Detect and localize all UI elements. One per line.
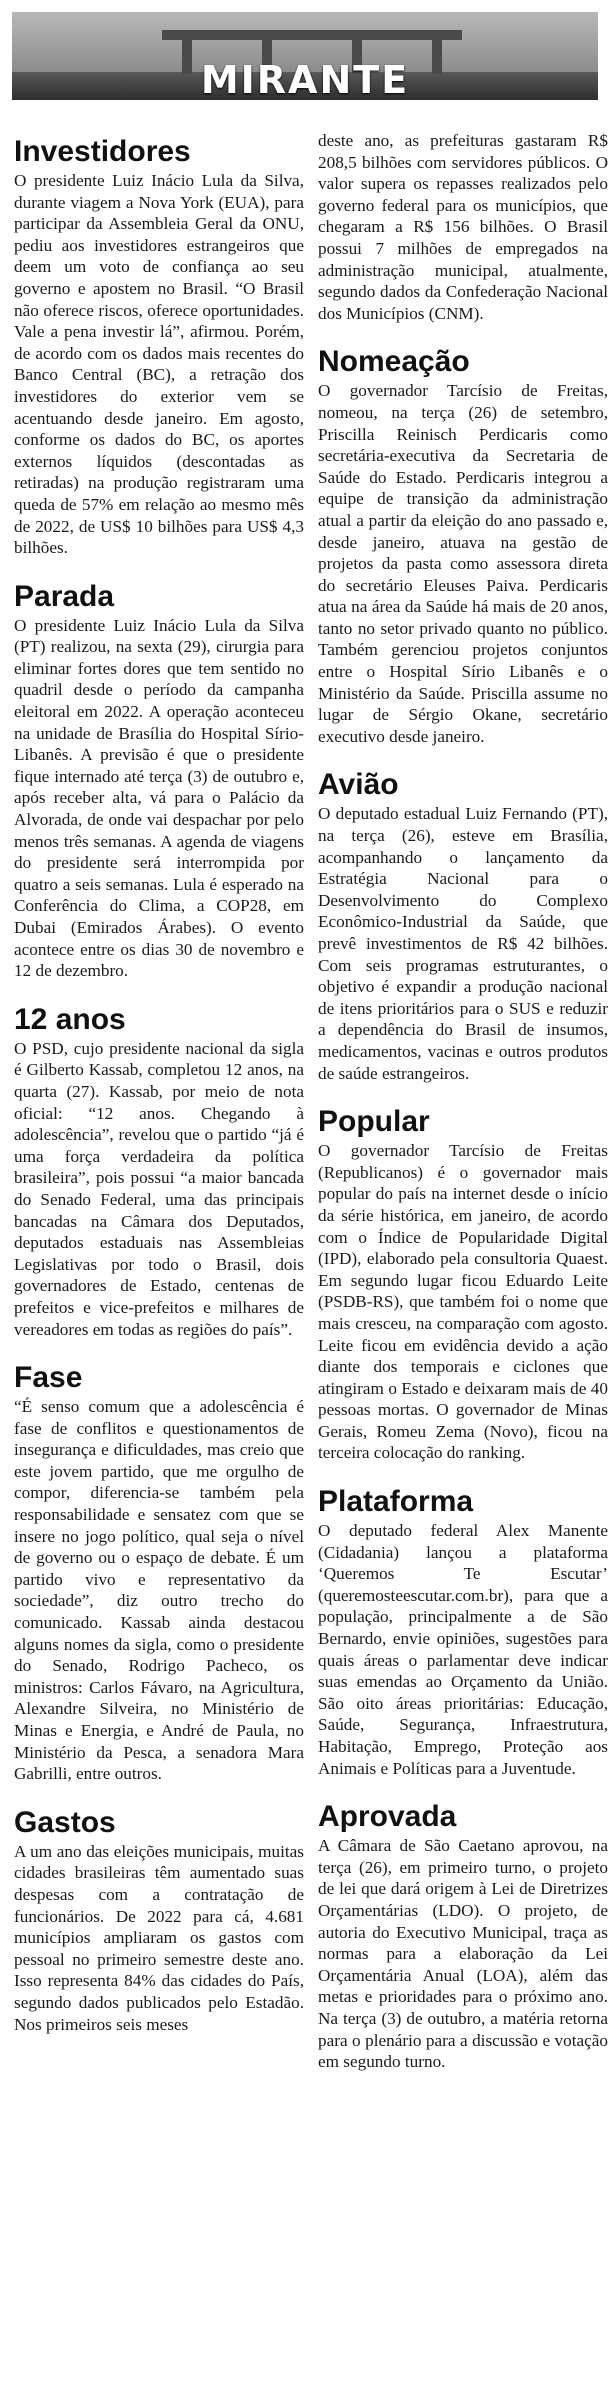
article-nomeacao — [318, 346, 608, 747]
column-title: MIRANTE — [200, 58, 410, 100]
article-investidores — [14, 136, 304, 559]
banner-building — [162, 30, 462, 40]
article-body: O governador Tarcísio de Freitas, nomeou, na terça (26) de setembro, Priscilla Reinisch Perdicaris como secretária-executiva da Secretaria de Saúde do Estado. Perdicaris integrou a equipe de transição da administração atual a partir da eleição do ano passado e, desde janeiro, atuava na gestão de projetos da pasta como assessora direta do secretário Eleuses Paiva. Perdicaris atua na área da Saúde há mais de 20 anos, tanto no setor privado quanto no público. Também gerenciou projetos conjuntos entre o Hospital Sírio Libanês e o Ministério da Saúde. Priscilla assume no lugar de Sérgio Okane, secretário executivo desde janeiro. — [318, 381, 608, 746]
article-heading: Avião — [318, 768, 399, 802]
article-body: “É senso comum que a adolescência é fase de conflitos e questionamentos de insegurança e dificuldades, mas creio que este jovem partido, que me orgulho de compor, diferencia-se também pela responsabilidade e sensatez com que se insere no jogo político, qual seja o nível de governo ou o espaço de debate. É um partido vivo e representativo da sociedade”, diz outro trecho do comunicado. Kassab ainda destacou alguns nomes da sigla, como o presidente do Senado, Rodrigo Pacheco, os ministros: Carlos Fávaro, na Agricultura, Alexandre Silveira, no Ministério de Minas e Energia, e André de Paula, no Ministério da Pesca, a senadora Mara Gabrilli, entre outros. — [14, 1397, 304, 1784]
article-gastos — [14, 1807, 304, 2035]
article-heading: Gastos — [14, 1805, 116, 1839]
article-12-anos — [14, 1004, 304, 1340]
article-aviao — [318, 769, 608, 1084]
article-heading: Plataforma — [318, 1485, 474, 1519]
article-plataforma — [318, 1486, 608, 1779]
article-body: O presidente Luiz Inácio Lula da Silva (PT) realizou, na sexta (29), cirurgia para eliminar fortes dores que tem sentido no quadril desde o período da campanha eleitoral em 2022. A operação aconteceu na unidade de Brasília do Hospital Sírio-Libanês. A previsão é que o presidente fique internado até terça (3) de outubro e, após receber alta, vá para o Palácio da Alvorada, de onde vai despachar por pelo menos três semanas. A agenda de viagens do presidente será interrompida por quatro a seis semanas. Lula é esperado na Conferência do Clima, a COP28, em Dubai (Emirados Árabes). O evento acontece entre os dias 30 de novembro e 12 de dezembro. — [14, 615, 304, 981]
article-body: O governador Tarcísio de Freitas (Republicanos) é o governador mais popular do país na internet desde o início da série histórica, em janeiro, de acordo com o Índice de Popularidade Digital (IPD), elaborado pela consultoria Quaest. Em segundo lugar ficou Eduardo Leite (PSDB-RS), que também foi o nome que mais cresceu, na comparação com agosto. Leite ficou em evidência devido a ação diante dos temporais e ciclones que atingiram o Estado e deixaram mais de 40 pessoas mortas. O governador de Minas Gerais, Romeu Zema (Novo), ficou na terceira colocação do ranking. — [318, 1141, 608, 1463]
left-column — [14, 136, 304, 2057]
article-body: A Câmara de São Caetano aprovou, na terça (26), em primeiro turno, o projeto de lei que dará origem à Lei de Diretrizes Orçamentárias (LDO). O projeto, de autoria do Executivo Municipal, traça as normas para a elaboração da Lei Orçamentária Anual (LOA), além das metas e prioridades para o próximo ano. Na terça (3) de outubro, a matéria retorna para o plenário para a discussão e votação em segundo turno. — [318, 1836, 608, 2072]
article-heading: Popular — [318, 1105, 430, 1139]
article-parada — [14, 581, 304, 982]
article-heading: Parada — [14, 579, 115, 613]
article-body: deste ano, as prefeituras gastaram R$ 208,5 bilhões com servidores públicos. O valor supera os repasses realizados pelo governo federal para os municípios, que chegaram a R$ 156 bilhões. O Brasil possui 7 milhões de empregados na administração municipal, atualmente, segundo dados da Confederação Nacional dos Municípios (CNM). — [318, 131, 608, 323]
article-heading: 12 anos — [14, 1002, 126, 1036]
article-body: O deputado federal Alex Manente (Cidadania) lançou a plataforma ‘Queremos Te Escutar’ (queremosteescutar.com.br), para que a população, principalmente a de São Bernardo, envie opiniões, sugestões para quais áreas o parlamentar deve indicar suas emendas ao Orçamento da União. São oito áreas prioritárias: Educação, Saúde, Segurança, Infraestrutura, Habitação, Emprego, Proteção aos Animais e Políticas para a Juventude. — [318, 1521, 608, 1778]
article-fase — [14, 1362, 304, 1785]
article-heading: Aprovada — [318, 1800, 457, 1834]
article-body: O PSD, cujo presidente nacional da sigla é Gilberto Kassab, completou 12 anos, na quarta (27). Kassab, por meio de nota oficial: “12 anos. Chegando à adolescência”, revelou que o partido “já é uma força verdadeira da política brasileira”, pois possui “a maior bancada do Senado Federal, uma das principais bancadas na Câmara dos Deputados, deputados estaduais nas Assembleias Legislativas por todo o Brasil, dois governadores de Estado, centenas de prefeitos e vice-prefeitos e milhares de vereadores em todas as regiões do país”. — [14, 1038, 304, 1339]
article-heading: Investidores — [14, 135, 191, 168]
article-heading: Nomeação — [318, 345, 470, 379]
article-popular — [318, 1106, 608, 1464]
article-body: O presidente Luiz Inácio Lula da Silva, durante viagem a Nova York (EUA), para participar da Assembleia Geral da ONU, pediu aos investidores estrangeiros que deem um voto de confiança ao seu governo e apostem no Brasil. “O Brasil não oferece riscos, oferece oportunidades. Vale a pena investir lá”, afirmou. Porém, de acordo com os dados mais recentes do Banco Central (BC), a retração dos investidores do exterior vem se acentuando desde janeiro. Em agosto, conforme os dados do BC, os aportes externos líquidos (descontadas as retiradas) na produção registraram uma queda de 57% em relação ao mesmo mês de 2022, de US$ 10 bilhões para US$ 4,3 bilhões. — [14, 171, 304, 558]
right-column — [318, 130, 608, 2095]
article-aprovada — [318, 1801, 608, 2073]
article-heading: Fase — [14, 1361, 83, 1395]
article-body: A um ano das eleições municipais, muitas cidades brasileiras têm aumentado suas despesas com a contratação de funcionários. De 2022 para cá, 4.681 municípios ampliaram os gastos com pessoal no primeiro semestre deste ano. Isso representa 84% das cidades do País, segundo dados publicados pelo Estadão. Nos primeiros seis meses — [14, 1841, 304, 2034]
article-body: O deputado estadual Luiz Fernando (PT), na terça (26), esteve em Brasília, acompanhando o lançamento da Estratégia Nacional para o Desenvolvimento do Complexo Econômico-Industrial da Saúde, que prevê investimentos de R$ 42 bilhões. Com seis programas estruturantes, o objetivo é expandir a produção nacional de itens prioritários para o SUS e reduzir a dependência do Brasil de insumos, medicamentos, vacinas e outros produtos de saúde estrangeiros. — [318, 804, 608, 1083]
column-banner — [12, 12, 598, 100]
article-gastos-continued — [318, 130, 608, 324]
